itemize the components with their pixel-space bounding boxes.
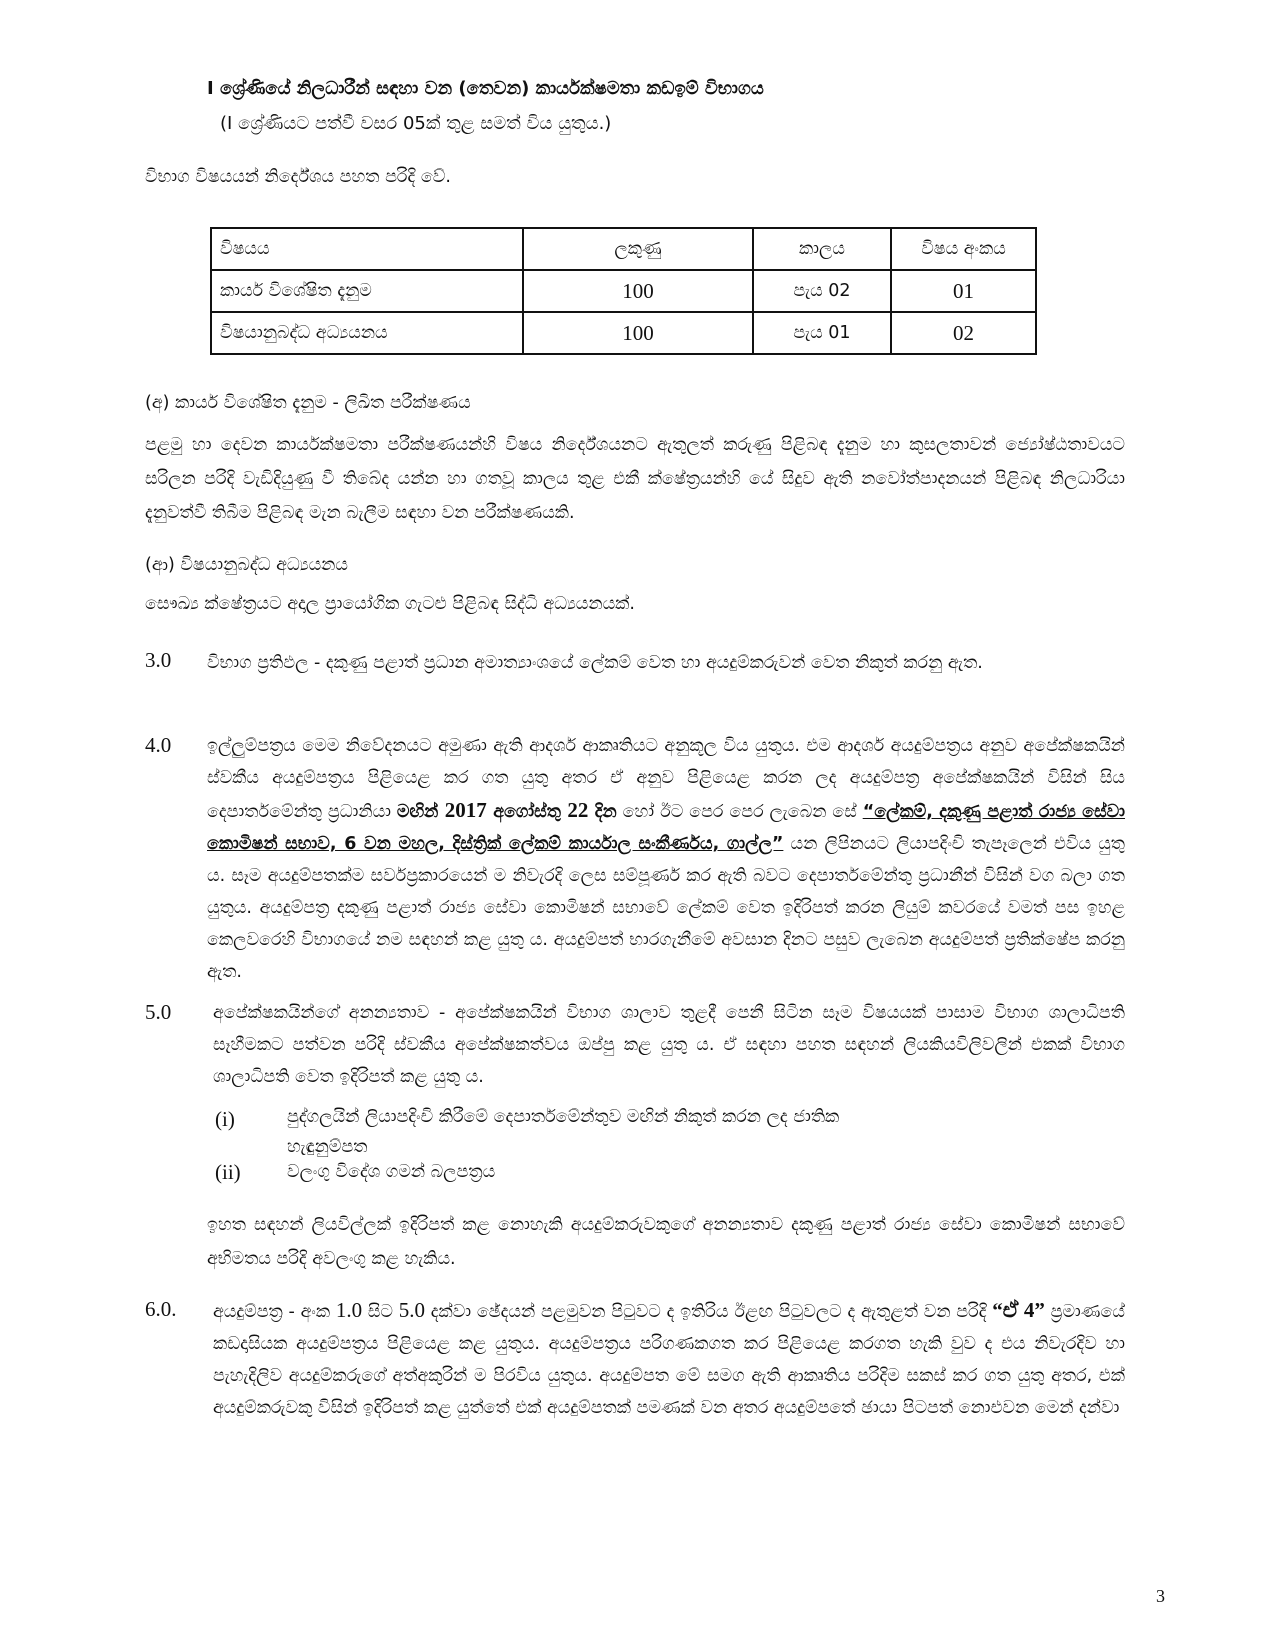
clause-6-part-b: සිට bbox=[367, 1302, 393, 1322]
clause-6-part-c: දක්වා ඡේදයන් පළමුවන පිටුවට ද ඉතිරිය ඊළඟ පිටුවලට ද ඇතුළත් වන පරිදි bbox=[430, 1302, 987, 1322]
list-item-text: හැඳුනුම්පත bbox=[287, 1137, 368, 1157]
clause-number: 6.0. bbox=[145, 1297, 177, 1321]
table-cell: විෂයානුබද්ධ අධ්‍යයනය bbox=[211, 312, 523, 354]
deadline-year: 2017 bbox=[444, 798, 487, 822]
table-cell: කාර්ය විශේෂිත දැනුම bbox=[211, 270, 523, 312]
submission-address: “ලේකම්, දකුණු පළාත් රාජ්‍ය සේවා කොමිෂන් සභාව, 6 වන මහල, දිස්ත්‍රික් ලේකම් කාර්යාල සංකීර්ණය, ගාල්ල” bbox=[207, 802, 1126, 854]
section-aa-body: සෞඛ්‍ය ක්ෂේත්‍රයට අදාල ප්‍රායෝගික ගැටළු පිළිබඳ සිද්ධි අධ්‍යයනයක්. bbox=[145, 594, 635, 614]
clause-number: 3.0 bbox=[145, 648, 172, 672]
clause-4-part-3: යන ලිපිනයට ලියාපදිංචි තැපෑලෙන් එවිය යුතු ය. සෑම අයදුම්පතක්ම සර්වප්‍රකාරයෙන් ම නිවැරදි ලෙස සම්පූර්ණ කර ඇති බවට දෙපාර්තමේන්තු ප්‍රධානීන් විසින් වග බලා ගත යුතුය. අයදුම්පත්‍ර දකුණු පළාත් රාජ්‍ය සේවා කොමිෂන් සභාවේ ලේකම් වෙත ඉදිරිපත් කරන ලියුම් කවරයේ වමත් පස ඉහළ කෙලවරෙහි විභාගයේ නම සඳහන් කළ යුතු ය. අයදුම්පත් භාරගැනීමේ අවසාන දිනට පසුව ලැබෙන අයදුම්පත් ප්‍රතික්ෂේප කරනු ඇත. bbox=[207, 834, 1125, 982]
table-header-cell: ලකුණු bbox=[523, 228, 753, 270]
section-a-body: පළමු හා දෙවන කාර්යක්ෂමතා පරීක්ෂණයන්හි විෂය නිර්දේශයනට ඇතුලත් කරුණු පිළිබඳ දැනුම හා කුසලතාවන් ජ්‍යෝෂ්ඨතාවයට සරිලන පරිදි වැඩිදියුණු වී තිබේද යන්න හා ගතවූ කාලය තුළ එකී ක්ෂේත්‍රයන්හි යේ සිදුව ඇති නවෝත්පාදනයන් පිළිබඳ නිලධාරියා දැනුවත්වී තිබීම පිළිබඳ මැන බැලීම සඳහා වන පරීක්ෂණයකි. bbox=[145, 435, 1125, 523]
clause-number: 4.0 bbox=[145, 733, 172, 757]
table-cell: පැය 01 bbox=[753, 312, 891, 354]
deadline-word: මඟින් bbox=[396, 802, 439, 822]
section-aa-heading: (ආ) විෂයානුබද්ධ අධ්‍යයනය bbox=[145, 555, 348, 575]
syllabus-intro: විභාග විෂයයන් නිර්දේශය පහත පරිදි වේ. bbox=[145, 167, 451, 187]
clause-4-part-1: ඉල්ලුම්පත්‍රය මෙම නිවේදනයට අමුණා ඇති ආදර්ශ ආකෘතියට අනුකූල විය යුතුය. එම ආදර්ශ අයදුම්පත්‍රය අනුව අපේක්ෂකයින් ස්වකීය අයදුම්පත්‍රය පිළියෙළ කර ගත යුතු අතර ඒ අනුව පිළියෙළ කරන ලද අයදුම්පත්‍ර අපේක්ෂකයින් විසින් සිය දෙපාර්තමේන්තු ප්‍රධානියා bbox=[207, 736, 1125, 822]
list-item-text: වලංගු විදේශ ගමන් බලපත්‍රය bbox=[287, 1162, 496, 1182]
deadline-month: අගෝස්තු bbox=[493, 802, 561, 822]
deadline-day: 22 bbox=[567, 798, 589, 822]
table-header-cell: විෂය අංකය bbox=[891, 228, 1036, 270]
table-row bbox=[211, 270, 1036, 312]
clause-5-note: ඉහත සඳහන් ලියවිල්ලක් ඉදිරිපත් කළ නොහැකි අයදුම්කරුවකුගේ අනන්‍යතාව දකුණු පළාත් රාජ්‍ය සේවා කොමිෂන් සභාවේ අභිමතය පරිදි අවලංගු කළ හැකිය. bbox=[207, 1215, 1125, 1269]
clause-number: 5.0 bbox=[145, 1000, 172, 1024]
section-a-heading: (අ) කාර්ය විශේෂිත දැනුම - ලිඛිත පරීක්ෂණය bbox=[145, 393, 471, 413]
exam-subtitle: (I ශ්‍රේණියට පත්වී වසර 05ක් තුළ සමත් විය යුතුය.) bbox=[220, 113, 612, 134]
subjects-table bbox=[210, 227, 1037, 355]
clause-4-part-2: හෝ ඊට පෙර පෙර ලැබෙන සේ bbox=[622, 802, 857, 822]
clause-6-text bbox=[213, 1294, 1125, 1424]
list-item-text: පුද්ගලයින් ලියාපදිංචි කිරීමේ දෙපාර්තමේන්තුව මඟින් නිකුත් කරන ලද ජාතික bbox=[287, 1107, 840, 1127]
clause-3-text: විභාග ප්‍රතිඵල - දකුණු පළාත් ප්‍රධාන අමාත්‍යාංශයේ ලේකම් වෙත හා අයදුම්කරුවන් වෙත නිකුත් කරනු ඇත. bbox=[207, 653, 983, 673]
clause-6-part-a: අයදුම්පත්‍ර - අංක bbox=[213, 1302, 331, 1322]
table-cell: 100 bbox=[523, 270, 753, 312]
deadline-word: දින bbox=[594, 802, 617, 822]
table-cell: පැය 02 bbox=[753, 270, 891, 312]
clause-5-text: අපේක්ෂකයින්ගේ අනන්‍යතාව - අපේක්ෂකයින් විභාග ශාලාව තුළදී පෙනී සිටින සෑම විෂයයක් පාසාම විභාග ශාලාධිපති සෑහීමකට පත්වන පරිදි ස්වකීය අපේක්ෂකත්වය ඔප්පු කළ යුතු ය. ඒ සඳහා පහත සඳහන් ලියකියවිලිවලින් එකක් විභාග ශාලාධිපති වෙත ඉදිරිපත් කළ යුතු ය. bbox=[213, 1003, 1125, 1087]
page-number: 3 bbox=[1156, 1586, 1165, 1606]
table-cell: 02 bbox=[891, 312, 1036, 354]
table-header-row bbox=[211, 228, 1036, 270]
table-header-cell: කාලය bbox=[753, 228, 891, 270]
clause-4-text bbox=[207, 730, 1125, 988]
table-cell: 100 bbox=[523, 312, 753, 354]
table-row bbox=[211, 312, 1036, 354]
table-cell: 01 bbox=[891, 270, 1036, 312]
list-item-label: (i) bbox=[215, 1107, 235, 1131]
exam-title: I ශ්‍රේණියේ නිලධාරීන් සඳහා වන (තෙවන) කාර්යක්ෂමතා කඩඉම් විභාගය bbox=[207, 78, 764, 99]
paper-size: “ඒ 4” bbox=[992, 1298, 1045, 1322]
clause-6-part-d: ප්‍රමාණයේ කඩදාසියක අයදුම්පත්‍රය පිළියෙළ කළ යුතුය. අයදුම්පත්‍රය පරිගණකගත කර පිළියෙළ කරගත හැකි වුව ද එය නිවැරදිව හා පැහැදිලිව අයදුම්කරුගේ අත්අකුරින් ම පිරවිය යුතුය. අයදුම්පත මේ සමග ඇති ආකෘතිය පරිදිම සකස් කර ගත යුතු අතර, එක් අයදුම්කරුවකු විසින් ඉදිරිපත් කළ යුත්තේ එක් අයදුම්පතක් පමණක් වන අතර අයදුම්පතේ ඡායා පිටපත් නොඑවන මෙන් දන්වා bbox=[213, 1302, 1125, 1418]
list-item-label: (ii) bbox=[215, 1160, 241, 1184]
clause-range-from: 1.0 bbox=[335, 1298, 363, 1322]
table-header-cell: විෂයය bbox=[211, 228, 523, 270]
clause-range-to: 5.0 bbox=[398, 1298, 426, 1322]
